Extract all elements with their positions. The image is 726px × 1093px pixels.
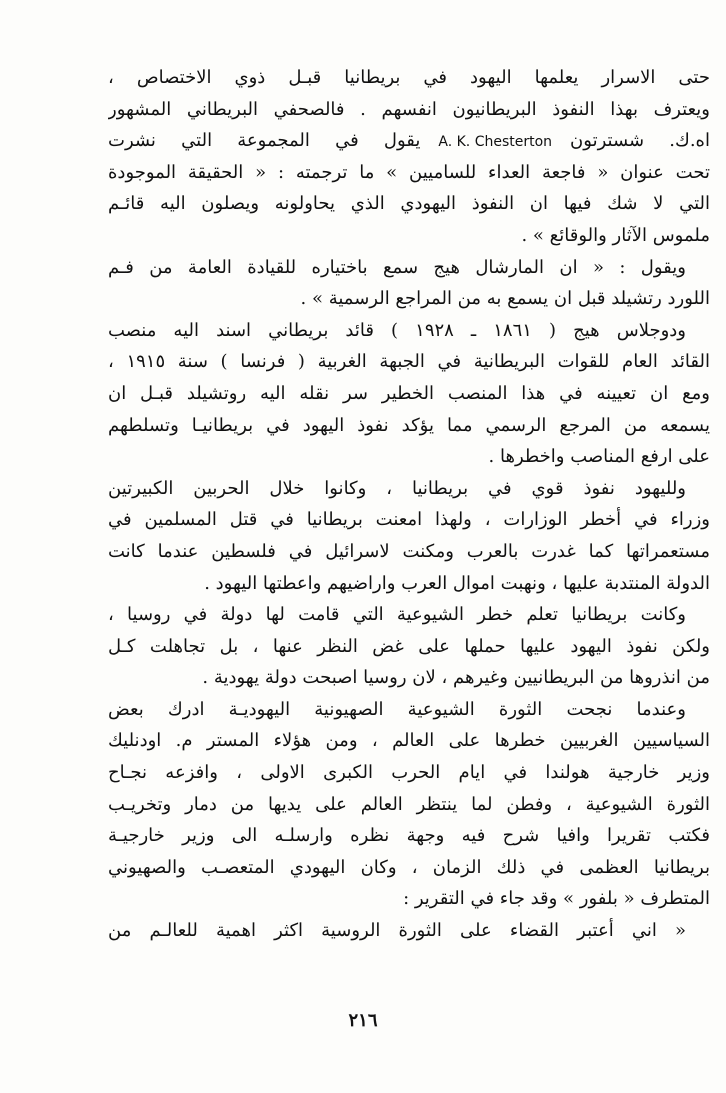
- author-name-arabic: اه.ك. شسترتون: [570, 130, 710, 152]
- text-line: ومع ان تعيينه في هذا المنصب الخطير سر نقله اليه روتشيلد قبـل ان: [108, 382, 710, 404]
- text-line: ولليهود نفوذ قوي في بريطانيا ، وكانوا خلال الحربين الكبيرتين: [108, 477, 686, 499]
- text-line: ويقول : « ان المارشال هيج سمع باختياره للقيادة العامة من فـم: [108, 256, 686, 278]
- text-line: وكانت بريطانيا تعلم خطر الشيوعية التي قامت لها دولة في روسيا ،: [108, 604, 686, 626]
- text-line: بريطانيا العظمى في ذلك الزمان ، وكان اليهودي المتعصـب والصهيوني: [108, 856, 710, 878]
- text-line: [108, 125, 710, 157]
- author-name-latin: A. K. Chesterton: [438, 134, 553, 151]
- text-line: يسمعه من المرجع الرسمي مما يؤكد نفوذ اليهود في بريطانيـا وتسلطهم: [108, 414, 710, 436]
- text-line: المتطرف « بلفور » وقد جاء في التقرير :: [403, 888, 710, 910]
- text-line: اللورد رتشيلد قبل ان يسمع به من المراجع الرسمية » .: [300, 288, 710, 310]
- text-line: مستعمراتها كما غدرت بالعرب ومكنت لاسرائيل في فلسطين عندما كانت: [108, 540, 710, 562]
- page-body-text: [108, 62, 710, 947]
- text-line: ويعترف بهذا النفوذ البريطانيون انفسهم . فالصحفي البريطاني المشهور: [108, 98, 710, 120]
- text-line-fragment: يقول في المجموعة التي نشرت: [108, 130, 421, 152]
- page-number: ٢١٦: [348, 1010, 378, 1031]
- text-line: التي لا شك فيها ان النفوذ اليهودي الذي يحاولونه ويصلون اليه قائـم: [108, 193, 710, 215]
- text-line: القائد العام للقوات البريطانية في الجبهة الغربية ( فرنسا ) سنة ١٩١٥ ،: [108, 351, 710, 373]
- text-line: الدولة المنتدبة عليها ، ونهبت اموال العرب واراضيهم واعطتها اليهود .: [204, 572, 710, 594]
- text-line: فكتب تقريرا وافيا شرح فيه وجهة نظره وارسلـه الى وزير خارجيـة: [108, 825, 710, 847]
- text-line: ودوجلاس هيج ( ١٨٦١ ـ ١٩٢٨ ) قائد بريطاني اسند اليه منصب: [108, 319, 686, 341]
- text-line: تحت عنوان « فاجعة العداء للساميين » ما ترجمته : « الحقيقة الموجودة: [108, 161, 710, 183]
- text-line: وعندما نجحت الثورة الشيوعية الصهيونية اليهوديـة ادرك بعض: [108, 698, 686, 720]
- text-line: من انذروها من البريطانيين وغيرهم ، لان روسيا اصبحت دولة يهودية .: [202, 667, 710, 689]
- text-line: ولكن نفوذ اليهود عليها حملها على غض النظر عنها ، بل تجاهلت كـل: [108, 635, 710, 657]
- text-line: حتى الاسرار يعلمها اليهود في بريطانيا قبـل ذوي الاختصاص ،: [108, 67, 710, 88]
- text-line: ملموس الآثار والوقائع » .: [521, 224, 710, 246]
- text-line: على ارفع المناصب واخطرها .: [488, 446, 710, 468]
- text-line: « اني أعتبر القضاء على الثورة الروسية اكثر اهمية للعالـم من: [108, 920, 686, 942]
- text-line: وزير خارجية هولندا في ايام الحرب الكبرى الاولى ، وافزعه نجـاح: [108, 762, 710, 784]
- text-line: الثورة الشيوعية ، وفطن لما ينتظر العالم على يديها من دمار وتخريـب: [108, 793, 710, 815]
- text-line: السياسيين الغربيين خطرها على العالم ، ومن هؤلاء المستر م. اودنليك: [108, 730, 710, 752]
- text-line: وزراء في أخطر الوزارات ، ولهذا امعنت بريطانيا في قتل المسلمين في: [108, 509, 710, 531]
